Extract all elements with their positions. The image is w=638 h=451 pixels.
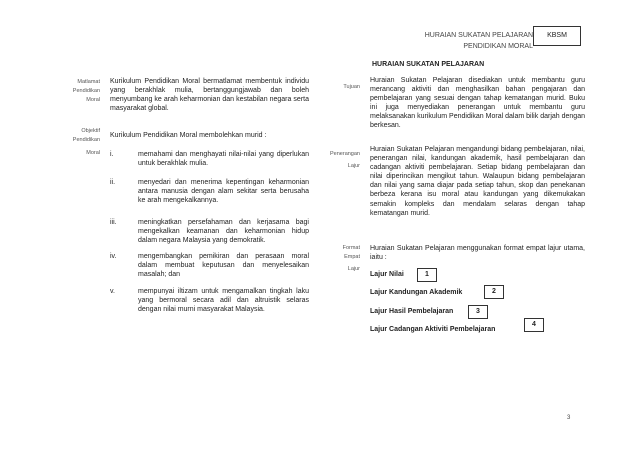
header-line-1: HURAIAN SUKATAN PELAJARAN [424,32,533,39]
kbsm-badge: KBSM [533,26,581,46]
objective-number: i. [110,151,114,158]
objective-text: meningkatkan persefahaman dan kerjasama bagi mengekalkan keamanan dan keharmonian hidup dalam negara Malaysia yang demokratik. [138,219,309,245]
lajur-number-box: 1 [417,268,437,282]
lajur-label: Lajur Hasil Pembelajaran [370,308,454,315]
objective-number: iv. [110,253,117,260]
lajur-label: Lajur Cadangan Aktiviti Pembelajaran [370,326,496,333]
objektif-label: Objektif Pendidikan Moral [72,128,100,156]
header-title [425,30,533,52]
penerangan-label: Penerangan Lajur [330,151,360,169]
tujuan-label: Tujuan [343,84,360,90]
objective-text: mempunyai iltizam untuk mengamalkan tingkah laku yang bermoral secara adil dan altruistik selaras dengan nilai murni masyarakat Malaysia. [138,288,309,314]
tujuan-text: Huraian Sukatan Pelajaran disediakan untuk membantu guru merancang aktiviti dan menghasilkan bahan pengajaran dan pembelajaran yang sesuai dengan tahap kematangan murid. Buku ini juga menyediakan penerangan untuk membantu guru melaksanakan kurikulum Pendidikan Moral dalam bilik darjah dengan berkesan. [370,77,585,130]
lajur-label: Lajur Nilai [370,271,404,278]
objective-text: memahami dan menghayati nilai-nilai yang diperlukan untuk berakhlak mulia. [138,151,309,168]
matlamat-text: Kurikulum Pendidikan Moral bermatlamat membentuk individu yang berakhlak mulia, bertanggungjawab dan boleh menyumbang ke arah keharmonian dan kestabilan negara serta masyarakat global. [110,78,309,113]
objektif-intro: Kurikulum Pendidikan Moral membolehkan murid : [110,132,267,139]
lajur-number-box: 3 [468,305,488,319]
lajur-label: Lajur Kandungan Akademik [370,289,463,296]
objective-number: iii. [110,219,117,226]
objective-text: menyedari dan menerima kepentingan keharmonian antara manusia dengan alam sekitar serta berusaha ke arah mengekalkannya. [138,179,309,205]
objective-number: ii. [110,179,116,186]
format-text: Huraian Sukatan Pelajaran menggunakan format empat lajur utama, iaitu : [370,245,585,262]
page-number: 3 [567,415,571,421]
lajur-number-box: 4 [524,318,544,332]
format-label: Format Empat Lajur [342,245,360,272]
lajur-number-box: 2 [484,285,504,299]
matlamat-label: Matlamat Pendidikan Moral [72,79,100,103]
objective-text: mengembangkan pemikiran dan perasaan moral dalam membuat keputusan dan menyelesaikan masalah; dan [138,253,309,279]
header-line-2: PENDIDIKAN MORAL [463,43,533,50]
section-heading: HURAIAN SUKATAN PELAJARAN [372,61,485,68]
objective-number: v. [110,288,115,295]
penerangan-text: Huraian Sukatan Pelajaran mengandungi bidang pembelajaran, nilai, penerangan nilai, kandungan akademik, hasil pembelajaran dan cadangan aktiviti pembelajaran. Setiap bidang pembelajaran dan nilai diperincikan mengikut tahun. Walaupun bidang pembelajaran dan nilai yang sama diajar pada setiap tahun, skop dan penekanan berbeza kerana isu moral atau kandungan yang dikemukakan semakin kompleks dan mendalam selaras dengan tahap kematangan murid. [370,146,585,217]
